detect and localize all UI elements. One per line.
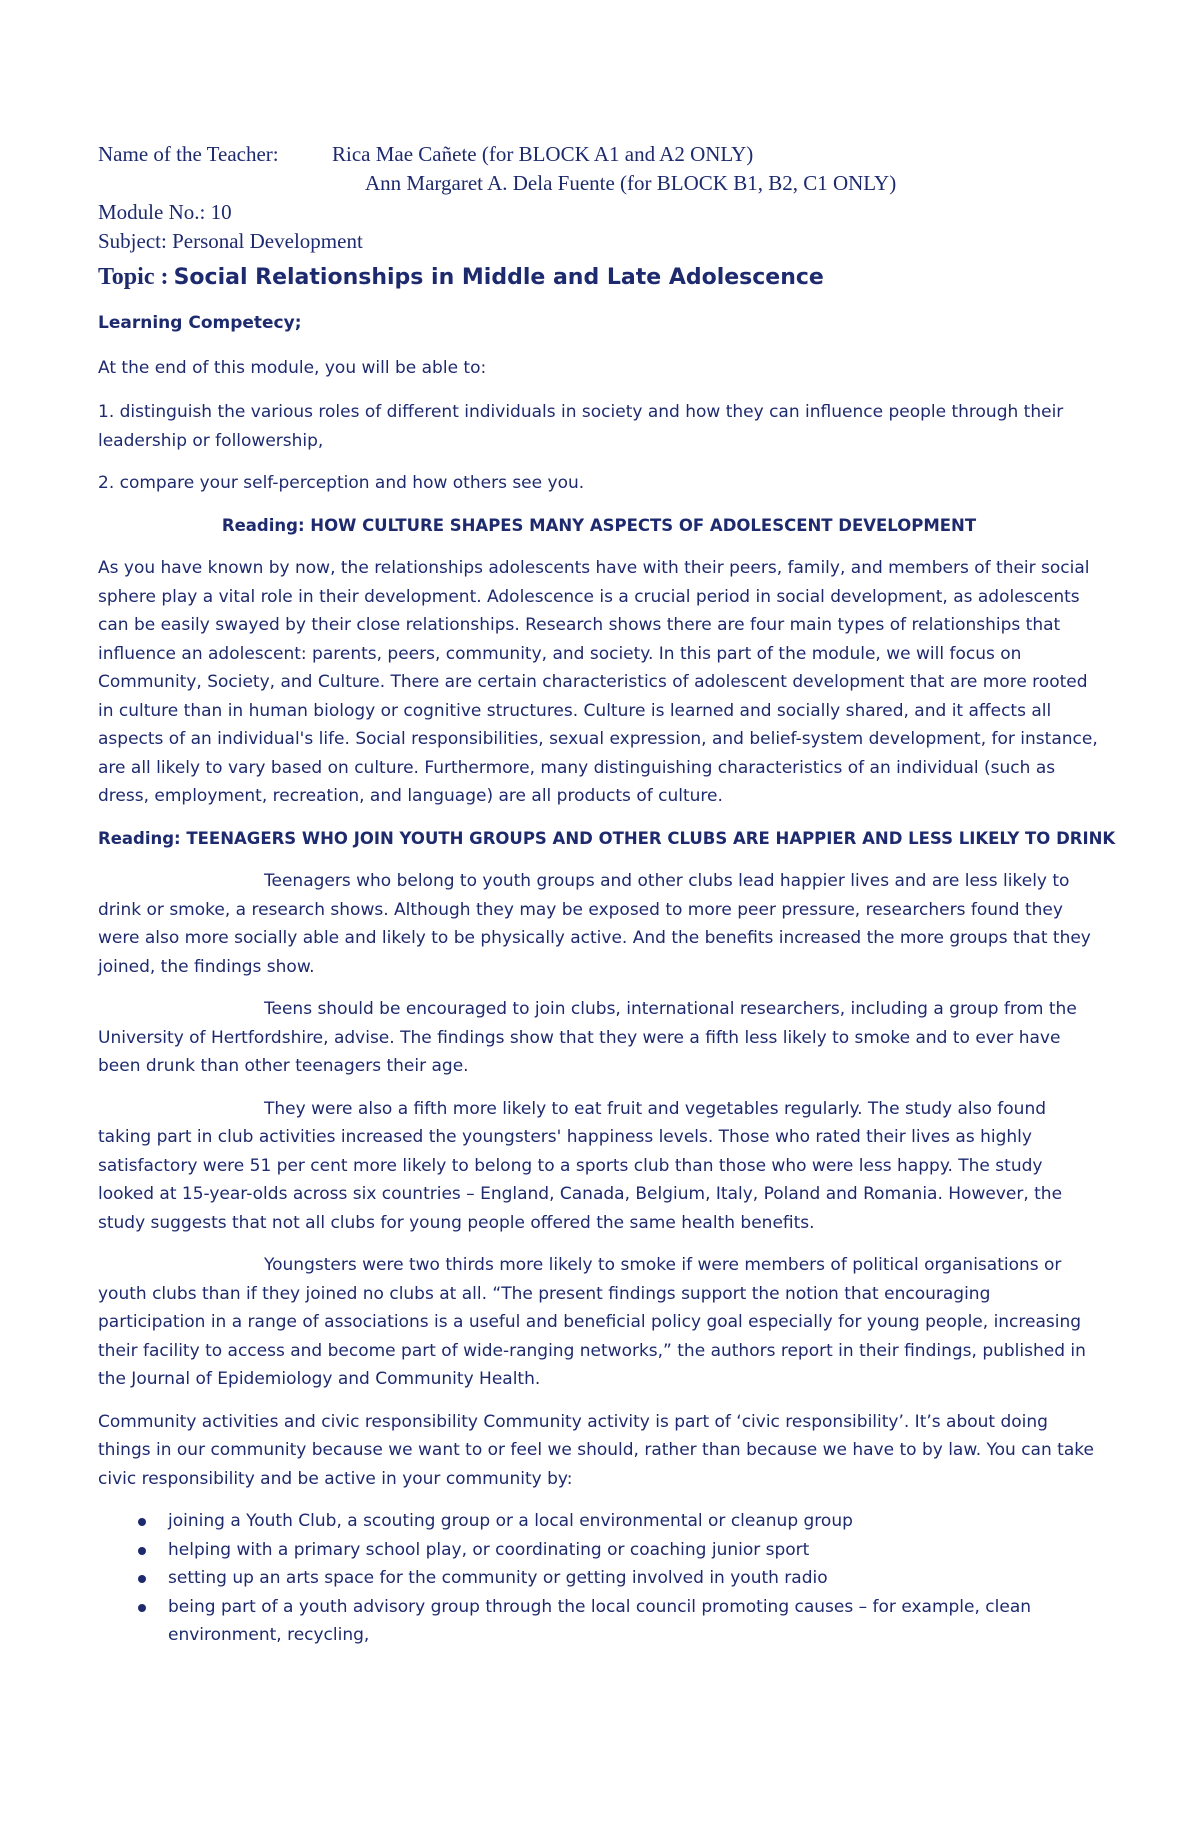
list-item (98, 1507, 1100, 1536)
module-number: Module No.: 10 (98, 200, 232, 224)
teacher-name-2: Ann Margaret A. Dela Fuente (for BLOCK B1, B2, C1 ONLY) (365, 171, 897, 195)
bullet-icon (138, 1518, 146, 1526)
reading-2-paragraph-1: Teenagers who belong to youth groups and other clubs lead happier lives and are less likely to drink or smoke, a research shows. Although they may be exposed to more peer pressure, researchers found they were also more socially able and likely to be physically active. And the benefits increased the more groups that they joined, the findings show. (98, 871, 1091, 977)
list-item (98, 1564, 1100, 1593)
bullet-icon (138, 1575, 146, 1583)
competency-item-2: 2. compare your self-perception and how others see you. (98, 473, 585, 493)
competency-label: Learning Competecy; (98, 313, 302, 333)
teacher-label: Name of the Teacher: (98, 142, 279, 166)
document-page (98, 140, 1116, 1650)
subject: Subject: Personal Development (98, 229, 363, 253)
competency-intro: At the end of this module, you will be able to: (98, 357, 487, 378)
list-item-text: joining a Youth Club, a scouting group or a local environmental or cleanup group (168, 1511, 853, 1531)
teacher-name-1: Rica Mae Cañete (for BLOCK A1 and A2 ONLY) (332, 142, 754, 166)
reading-2-paragraph-3: They were also a fifth more likely to eat fruit and vegetables regularly. The study also found taking part in club activities increased the youngsters' happiness levels. Those who rated their lives as highly satisfactory were 51 per cent more likely to belong to a sports club than those who were less happy. The study looked at 15-year-olds across six countries – England, Canada, Belgium, Italy, Poland and Romania. However, the study suggests that not all clubs for young people offered the same health benefits. (98, 1098, 1063, 1233)
teacher-row (98, 140, 1100, 169)
list-item (98, 1536, 1100, 1565)
list-item-text: setting up an arts space for the community or getting involved in youth radio (168, 1568, 828, 1588)
reading-1-paragraph: As you have known by now, the relationships adolescents have with their peers, family, and members of their social sphere play a vital role in their development. Adolescence is a crucial period in social development, as adolescents can be easily swayed by their close relationships. Research shows there are four main types of relationships that influence an adolescent: parents, peers, community, and society. In this part of the module, we will focus on Community, Society, and Culture. There are certain characteristics of adolescent development that are more rooted in culture than in human biology or cognitive structures. Culture is learned and socially shared, and it affects all aspects of an individual's life. Social responsibilities, sexual expression, and belief-system development, for instance, are all likely to vary based on culture. Furthermore, many distinguishing characteristics of an individual (such as dress, employment, recreation, and language) are all products of culture. (98, 558, 1098, 806)
reading-2-paragraph-2: Teens should be encouraged to join clubs, international researchers, including a group from the University of Hertfordshire, advise. The findings show that they were a fifth less likely to smoke and to ever have been drunk than other teenagers their age. (98, 999, 1077, 1076)
bullet-icon (138, 1547, 146, 1555)
topic-label: Topic : (98, 264, 169, 290)
reading-2-heading: Reading: TEENAGERS WHO JOIN YOUTH GROUPS AND OTHER CLUBS ARE HAPPIER AND LESS LIKELY TO DRINK (98, 828, 1116, 848)
reading-1-heading: Reading: HOW CULTURE SHAPES MANY ASPECTS OF ADOLESCENT DEVELOPMENT (221, 515, 977, 535)
list-item-text: helping with a primary school play, or coordinating or coaching junior sport (168, 1539, 810, 1560)
list-item (98, 1593, 1100, 1650)
reading-2-paragraph-5: Community activities and civic responsibility Community activity is part of ‘civic responsibility’. It’s about doing things in our community because we want to or feel we should, rather than because we have to by law. You can take civic responsibility and be active in your community by: (98, 1411, 1094, 1489)
topic-heading (98, 264, 1100, 291)
reading-2-paragraph-4: Youngsters were two thirds more likely to smoke if were members of political organisations or youth clubs than if they joined no clubs at all. “The present findings support the notion that encouraging participation in a range of associations is a useful and beneficial policy goal especially for young people, increasing their facility to access and become part of wide-ranging networks,” the authors report in their findings, published in the Journal of Epidemiology and Community Health. (98, 1255, 1086, 1389)
civic-activities-list (98, 1507, 1100, 1650)
bullet-icon (138, 1604, 146, 1612)
topic-text: Social Relationships in Middle and Late Adolescence (173, 265, 824, 290)
list-item-text: being part of a youth advisory group through the local council promoting causes – for example, clean environment, recycling, (168, 1596, 1032, 1645)
competency-item-1: 1. distinguish the various roles of different individuals in society and how they can influence people through their leadership or followership, (98, 402, 1064, 451)
